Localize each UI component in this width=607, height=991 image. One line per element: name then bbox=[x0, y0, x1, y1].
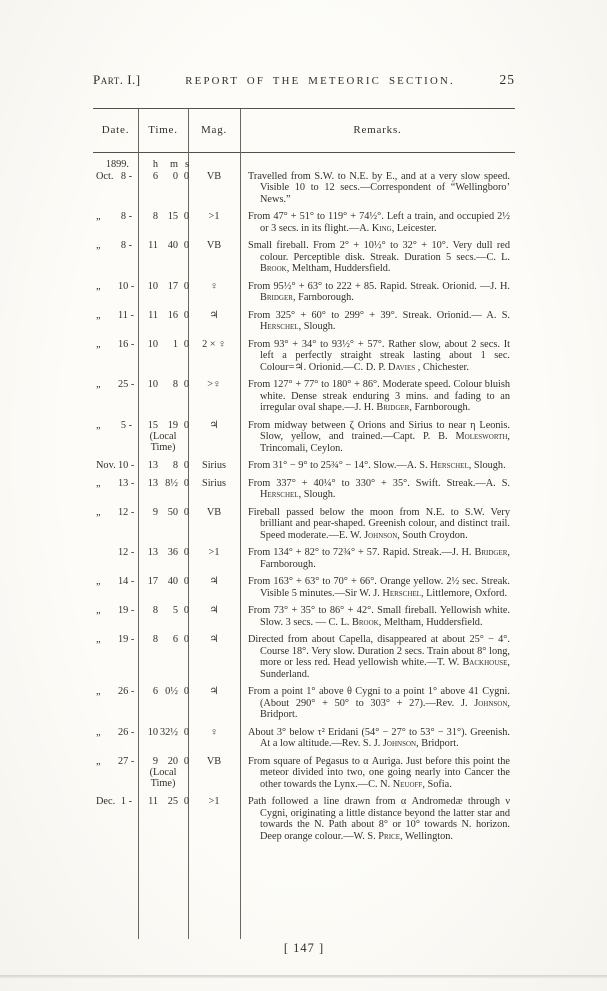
date-line bbox=[93, 605, 138, 617]
time-minutes: 16 bbox=[167, 309, 178, 321]
magnitude-cell: >1 bbox=[208, 796, 220, 807]
date-cell bbox=[93, 420, 138, 455]
time-seconds: 0 bbox=[183, 211, 189, 222]
time-cell bbox=[138, 756, 188, 791]
time-minutes: 17 bbox=[167, 280, 178, 292]
time-hours: 15 bbox=[147, 419, 158, 431]
table-row bbox=[93, 379, 515, 414]
time-value bbox=[138, 507, 188, 519]
time-cell bbox=[138, 507, 188, 542]
magnitude-cell: ♃ bbox=[209, 686, 219, 697]
column-header-remarks: Remarks. bbox=[353, 124, 402, 136]
time-value bbox=[138, 171, 188, 183]
date-cell bbox=[93, 211, 138, 234]
time-cell bbox=[138, 605, 188, 628]
magnitude-cell: VB bbox=[206, 240, 222, 251]
observer-name: Johnson bbox=[382, 738, 417, 749]
remarks-cell: Small fireball. From 2° + 10½° to 32° + 10°. Very dull red colour. Perceptible disk. Streak. Duration 5 secs.—C. L. Brook, Meltham, Huddersfield. bbox=[248, 240, 510, 274]
time-seconds: 0 bbox=[183, 477, 189, 489]
time-minutes: 20 bbox=[167, 755, 178, 767]
time-cell bbox=[138, 159, 188, 205]
time-value bbox=[138, 281, 188, 293]
date-line bbox=[93, 379, 138, 391]
date-day: 10 - bbox=[118, 460, 135, 471]
time-minutes: 6 bbox=[172, 634, 178, 645]
time-hours: 13 bbox=[147, 477, 158, 489]
magnitude-cell: ♃ bbox=[209, 309, 219, 321]
date-day: 12 - bbox=[118, 547, 135, 558]
time-hours: 10 bbox=[147, 726, 158, 738]
remarks-cell: From 337° + 40¼° to 330° + 35°. Swift. Streak.—A. S. Herschel, Slough. bbox=[248, 477, 510, 500]
magnitude-cell: >♀ bbox=[207, 379, 221, 390]
date-line bbox=[93, 507, 138, 519]
remarks-cell: From 93° + 34° to 93½° + 57°. Rather slow, about 2 secs. It left a perfectly straight streak lasting about 1 sec. Colour=♃. Orionid.—C. D. P. Davies , Chichester. bbox=[248, 338, 510, 373]
table-row bbox=[93, 159, 515, 205]
date-line bbox=[93, 460, 138, 472]
time-hours: 6 bbox=[152, 686, 158, 697]
date-month: „ bbox=[96, 309, 101, 321]
observer-name: Herschel bbox=[260, 489, 299, 500]
time-seconds: 0 bbox=[183, 686, 189, 697]
time-seconds: 0 bbox=[183, 419, 189, 431]
remarks-cell: Directed from about Capella, disappeared at about 25° − 4°. Course 18°. Very slow. Duration 2 secs. Train about 8° long, more or less red. Head yellowish white.—T. W. Backhouse, Sunderland. bbox=[248, 634, 510, 680]
date-month: „ bbox=[96, 280, 101, 292]
date-line bbox=[93, 634, 138, 646]
time-note: (Local Time) bbox=[149, 767, 177, 789]
time-hours: 6 bbox=[152, 170, 158, 182]
time-hours: 8 bbox=[152, 634, 158, 645]
magnitude-cell: VB bbox=[206, 506, 222, 518]
date-day: 8 - bbox=[120, 211, 132, 222]
date-line bbox=[93, 339, 138, 351]
observer-name: Johnson bbox=[474, 697, 508, 709]
time-cell bbox=[138, 240, 188, 275]
table-row bbox=[93, 478, 515, 501]
table-row bbox=[93, 310, 515, 333]
table-row bbox=[93, 339, 515, 374]
time-minutes: 50 bbox=[167, 506, 178, 518]
date-day: 8 - bbox=[120, 240, 132, 251]
table-row bbox=[93, 547, 515, 570]
date-cell bbox=[93, 686, 138, 721]
date-day: 12 - bbox=[118, 506, 135, 518]
date-line bbox=[93, 211, 138, 223]
magnitude-cell: ♀ bbox=[210, 726, 218, 738]
year-label: 1899. bbox=[105, 159, 129, 170]
time-seconds: 0 bbox=[183, 506, 189, 518]
date-cell bbox=[93, 159, 138, 205]
date-cell bbox=[93, 460, 138, 472]
observer-name: King bbox=[371, 222, 392, 234]
table-row bbox=[93, 727, 515, 750]
date-day: 25 - bbox=[118, 379, 135, 390]
table-row bbox=[93, 634, 515, 680]
date-month: Oct. bbox=[96, 170, 114, 182]
observer-name: Bridger bbox=[260, 292, 293, 303]
date-line bbox=[93, 420, 138, 432]
date-cell bbox=[93, 339, 138, 374]
scan-edge-artifact bbox=[0, 975, 607, 978]
time-seconds: 0 bbox=[183, 576, 189, 587]
date-month: „ bbox=[96, 755, 101, 767]
date-cell bbox=[93, 507, 138, 542]
time-cell bbox=[138, 727, 188, 750]
time-hours: 11 bbox=[148, 796, 158, 807]
date-day: 16 - bbox=[118, 338, 135, 350]
time-hours: 9 bbox=[152, 506, 158, 518]
time-value bbox=[138, 796, 188, 808]
time-cell bbox=[138, 547, 188, 570]
date-cell bbox=[93, 605, 138, 628]
column-header-time: Time. bbox=[148, 124, 178, 136]
time-minutes: 36 bbox=[167, 547, 178, 558]
observer-name: Price bbox=[378, 830, 400, 842]
time-hours: 13 bbox=[147, 547, 158, 558]
time-value bbox=[138, 460, 188, 472]
time-minutes: 40 bbox=[167, 240, 178, 251]
remarks-cell: Fireball passed below the moon from N.E. to S.W. Very brilliant and pear-shaped. Greenish colour, and distinct trail. Speed moderate.—E. W. Johnson, South Croydon. bbox=[248, 506, 510, 541]
time-minutes: 15 bbox=[167, 211, 178, 222]
time-cell bbox=[138, 796, 188, 842]
page-title: REPORT OF THE METEORIC SECTION. bbox=[185, 75, 455, 87]
time-value bbox=[138, 420, 188, 432]
time-minutes: 0½ bbox=[165, 686, 178, 697]
table-row bbox=[93, 605, 515, 628]
table-header-row bbox=[93, 108, 515, 152]
time-unit-label: s bbox=[184, 159, 189, 170]
time-value bbox=[138, 727, 188, 739]
signature-number: [ 147 ] bbox=[283, 941, 325, 955]
table-row bbox=[93, 460, 515, 472]
time-value bbox=[138, 756, 188, 768]
date-line bbox=[93, 796, 138, 808]
date-line bbox=[93, 756, 138, 768]
remarks-cell: From 31° − 9° to 25¾° − 14°. Slow.—A. S. Herschel, Slough. bbox=[248, 460, 506, 471]
column-header-mag: Mag. bbox=[200, 124, 228, 136]
time-hours: 11 bbox=[148, 240, 158, 251]
date-cell bbox=[93, 310, 138, 333]
time-hours: 8 bbox=[152, 211, 158, 222]
date-day: 19 - bbox=[118, 634, 135, 645]
date-cell bbox=[93, 478, 138, 501]
table-row bbox=[93, 576, 515, 599]
remarks-cell: Path followed a line drawn from α Andromedæ through ν Cygni, originating a little distance beyond the latter star and towards the N. Path about 8° or 10° towards N. horizon. Deep orange colour.—W. S. Price, Wellington. bbox=[248, 796, 510, 842]
remarks-cell: From a point 1° above θ Cygni to a point 1° above 41 Cygni. (About 290° + 50° to 303° + 27).—Rev. J. Johnson, Bridport. bbox=[248, 686, 510, 720]
time-cell bbox=[138, 686, 188, 721]
time-value bbox=[138, 686, 188, 698]
date-day: 26 - bbox=[118, 726, 135, 738]
magnitude-cell: Sirius bbox=[201, 477, 227, 489]
observer-name: Bridger bbox=[376, 402, 410, 413]
observer-name: Brook bbox=[260, 263, 287, 274]
time-value bbox=[138, 634, 188, 646]
table-row bbox=[93, 686, 515, 721]
time-hours: 11 bbox=[148, 309, 158, 321]
time-minutes: 1 bbox=[172, 338, 178, 350]
date-cell bbox=[93, 576, 138, 599]
time-value bbox=[138, 339, 188, 351]
date-day: 13 - bbox=[118, 477, 135, 489]
table-row bbox=[93, 211, 515, 234]
time-cell bbox=[138, 310, 188, 333]
page-footer bbox=[93, 941, 515, 956]
observer-name: Backhouse bbox=[462, 657, 508, 668]
time-seconds: 0 bbox=[183, 634, 189, 645]
observer-name: Molesworth bbox=[455, 431, 508, 442]
time-cell bbox=[138, 478, 188, 501]
table-row bbox=[93, 240, 515, 275]
time-minutes: 32½ bbox=[159, 726, 178, 738]
observer-name: Neuoff bbox=[392, 778, 423, 790]
date-day: 8 - bbox=[120, 170, 132, 182]
date-month: „ bbox=[96, 634, 101, 645]
date-month: Nov. bbox=[96, 460, 116, 471]
time-value bbox=[138, 240, 188, 252]
table-row bbox=[93, 796, 515, 842]
magnitude-cell: ♃ bbox=[209, 576, 219, 587]
remarks-cell: From 134° + 82° to 72¾° + 57. Rapid. Streak.—J. H. Bridger, Farnborough. bbox=[248, 547, 510, 570]
date-cell bbox=[93, 634, 138, 680]
time-seconds: 0 bbox=[183, 460, 189, 471]
magnitude-cell: >1 bbox=[208, 547, 220, 558]
magnitude-cell: ♃ bbox=[209, 419, 219, 431]
date-month: „ bbox=[96, 379, 101, 390]
table-row bbox=[93, 756, 515, 791]
time-units-header bbox=[138, 159, 188, 171]
date-month: „ bbox=[96, 419, 101, 431]
time-seconds: 0 bbox=[183, 309, 189, 321]
magnitude-cell: VB bbox=[206, 755, 222, 767]
date-line bbox=[93, 576, 138, 588]
date-month: „ bbox=[96, 240, 101, 251]
date-cell bbox=[93, 796, 138, 842]
date-month: „ bbox=[96, 506, 101, 518]
time-note: (Local Time) bbox=[149, 431, 177, 453]
observer-name: Herschel bbox=[382, 587, 421, 599]
date-month: „ bbox=[96, 726, 101, 738]
date-day: 5 - bbox=[120, 419, 132, 431]
date-cell bbox=[93, 240, 138, 275]
magnitude-cell: VB bbox=[206, 170, 222, 182]
magnitude-cell: ♀ bbox=[210, 280, 218, 292]
date-month: „ bbox=[96, 211, 101, 222]
magnitude-cell: ♃ bbox=[209, 605, 219, 616]
remarks-cell: From 163° + 63° to 70° + 66°. Orange yellow. 2½ sec. Streak. Visible 5 minutes.—Sir W. J. Herschel, Littlemore, Oxford. bbox=[248, 576, 510, 599]
time-value bbox=[138, 478, 188, 490]
date-line bbox=[93, 281, 138, 293]
table-row bbox=[93, 507, 515, 542]
remarks-cell: From 325° + 60° to 299° + 39°. Streak. Orionid.— A. S. Herschel, Slough. bbox=[248, 309, 510, 332]
running-head bbox=[93, 72, 515, 88]
time-minutes: 40 bbox=[167, 576, 178, 587]
time-cell bbox=[138, 211, 188, 234]
time-seconds: 0 bbox=[183, 605, 189, 616]
magnitude-cell: 2 × ♀ bbox=[202, 338, 226, 350]
remarks-cell: About 3° below τ² Eridani (54° − 27° to 53° − 31°). Greenish. At a low altitude.—Rev. S. J. Johnson, Bridport. bbox=[248, 726, 510, 749]
date-line bbox=[93, 310, 138, 322]
time-hours: 13 bbox=[147, 460, 158, 471]
time-hours: 8 bbox=[152, 605, 158, 616]
time-minutes: 8 bbox=[172, 460, 178, 471]
remarks-cell: From 95½° + 63° to 222 + 85. Rapid. Streak. Orionid. —J. H. Bridger, Farnborough. bbox=[248, 280, 510, 303]
time-hours: 10 bbox=[147, 379, 158, 390]
time-cell bbox=[138, 420, 188, 455]
time-seconds: 0 bbox=[183, 547, 189, 558]
date-day: 27 - bbox=[118, 755, 135, 767]
date-cell bbox=[93, 547, 138, 570]
observer-name: Johnson bbox=[364, 529, 398, 541]
meteor-observations-table bbox=[93, 108, 515, 848]
observer-name: Davies bbox=[388, 361, 416, 373]
date-cell bbox=[93, 281, 138, 304]
time-value bbox=[138, 605, 188, 617]
observer-name: Herschel bbox=[430, 460, 469, 471]
date-month: „ bbox=[96, 686, 101, 697]
time-unit-label: h bbox=[152, 159, 158, 170]
table-row bbox=[93, 281, 515, 304]
magnitude-cell: Sirius bbox=[201, 460, 227, 471]
date-month: „ bbox=[96, 338, 101, 350]
time-seconds: 0 bbox=[183, 240, 189, 251]
table-body bbox=[93, 152, 515, 842]
time-unit-label: m bbox=[169, 159, 178, 170]
magnitude-cell: >1 bbox=[208, 211, 220, 222]
date-line bbox=[93, 686, 138, 698]
time-seconds: 0 bbox=[183, 338, 189, 350]
time-minutes: 8 bbox=[172, 379, 178, 390]
date-month bbox=[93, 547, 118, 559]
remarks-cell: From midway between ζ Orions and Sirius to near η Leonis. Slow, yellow, and trained.—Capt. P. B. Molesworth, Trincomali, Ceylon. bbox=[248, 419, 510, 454]
column-header-date: Date. bbox=[101, 124, 130, 136]
time-value bbox=[138, 547, 188, 559]
date-month: Dec. bbox=[96, 796, 116, 807]
remarks-cell: From 47° + 51° to 119° + 74½°. Left a train, and occupied 2½ or 3 secs. in its flight.—A. King, Leicester. bbox=[248, 211, 510, 234]
date-day: 26 - bbox=[118, 686, 135, 697]
observer-name: Brook bbox=[352, 616, 379, 628]
time-seconds: 0 bbox=[183, 170, 189, 182]
remarks-cell: From 127° + 77° to 180° + 86°. Moderate speed. Colour bluish white. Dense streak enduring 3 mins. and fading to an irregular oval shape.—J. H. Bridger, Farnborough. bbox=[248, 379, 510, 413]
page-number: 25 bbox=[499, 72, 515, 87]
date-month: „ bbox=[96, 576, 101, 587]
date-cell bbox=[93, 727, 138, 750]
observer-name: Bridger bbox=[474, 547, 508, 558]
time-seconds: 0 bbox=[183, 379, 189, 390]
date-month: „ bbox=[96, 477, 101, 489]
time-seconds: 0 bbox=[183, 280, 189, 292]
date-cell bbox=[93, 756, 138, 791]
date-line bbox=[93, 547, 138, 559]
time-minutes: 8½ bbox=[165, 477, 178, 489]
time-value bbox=[138, 576, 188, 588]
time-cell bbox=[138, 576, 188, 599]
date-cell bbox=[93, 379, 138, 414]
time-cell bbox=[138, 339, 188, 374]
remarks-cell: From 73° + 35° to 86° + 42°. Small fireball. Yellowish white. Slow. 3 secs. — C. L. Brook, Meltham, Huddersfield. bbox=[248, 605, 510, 628]
time-cell bbox=[138, 281, 188, 304]
time-seconds: 0 bbox=[183, 726, 189, 738]
date-day: 14 - bbox=[118, 576, 135, 587]
date-day: 1 - bbox=[120, 796, 132, 807]
date-line bbox=[93, 240, 138, 252]
time-minutes: 25 bbox=[167, 796, 178, 807]
time-cell bbox=[138, 460, 188, 472]
time-cell bbox=[138, 379, 188, 414]
magnitude-cell: ♃ bbox=[209, 634, 219, 645]
observer-name: Herschel bbox=[260, 321, 299, 332]
remarks-cell: From square of Pegasus to α Auriga. Just before this point the meteor divided into two, one going nearly into Cancer the other towards the Lynx.—C. N. Neuoff, Sofia. bbox=[248, 755, 510, 790]
time-minutes: 19 bbox=[167, 419, 178, 431]
date-month: „ bbox=[96, 605, 101, 616]
part-label: Part. I.] bbox=[93, 72, 141, 87]
time-value bbox=[138, 310, 188, 322]
remarks-cell: Travelled from S.W. to N.E. by E., and at a very slow speed. Visible 10 to 12 secs.—Correspondent of “Wellingboro’ News.” bbox=[248, 170, 510, 205]
date-day: 10 - bbox=[118, 280, 135, 292]
time-value bbox=[138, 211, 188, 223]
time-minutes: 0 bbox=[172, 170, 178, 182]
table-row bbox=[93, 420, 515, 455]
time-hours: 9 bbox=[152, 755, 158, 767]
time-seconds: 0 bbox=[183, 755, 189, 767]
date-day: 19 - bbox=[118, 605, 135, 616]
time-cell bbox=[138, 634, 188, 680]
date-line bbox=[93, 727, 138, 739]
date-day: 11 - bbox=[118, 309, 134, 321]
time-value bbox=[138, 379, 188, 391]
time-minutes: 5 bbox=[172, 605, 178, 616]
date-line bbox=[93, 478, 138, 490]
time-hours: 10 bbox=[147, 280, 158, 292]
date-line bbox=[93, 171, 138, 183]
time-hours: 10 bbox=[147, 338, 158, 350]
time-seconds: 0 bbox=[183, 796, 189, 807]
time-hours: 17 bbox=[147, 576, 158, 587]
